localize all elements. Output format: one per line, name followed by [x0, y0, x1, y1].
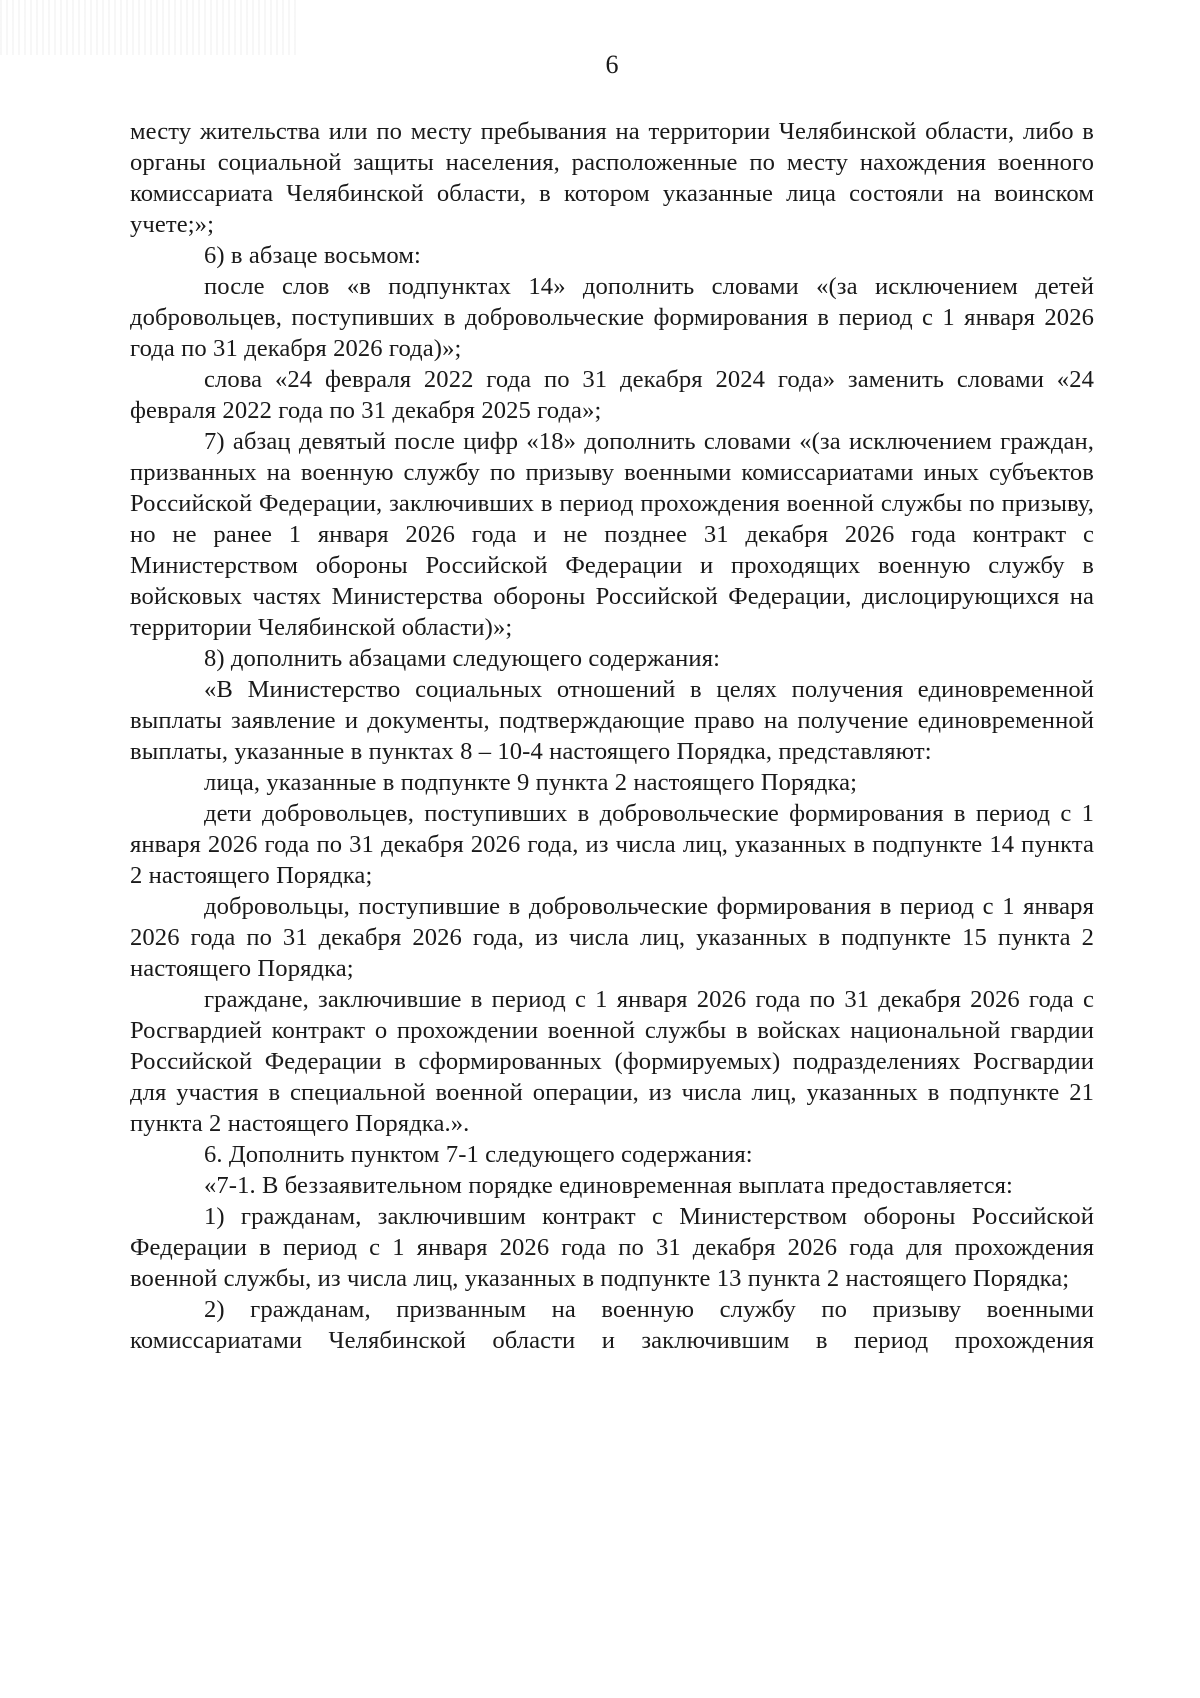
- paragraph-2: 6) в абзаце восьмом:: [204, 242, 421, 269]
- paragraph-5: 7) абзац девятый после цифр «18» дополнить словами «(за исключением граждан, призванных на военную службу по призыву военными комиссариатами иных субъектов Российской Федерации, заключивших в период прохождения военной службы по призыву, но не ранее 1 января 2026 года и не позднее 31 декабря 2026 года контракт с Министерством обороны Российской Федерации и проходящих военную службу в войсковых частях Министерства обороны Российской Федерации, дислоцирующихся на территории Челябинской области)»;: [130, 428, 1094, 641]
- paragraph-3: после слов «в подпунктах 14» дополнить словами «(за исключением детей добровольцев, поступивших в добровольческие формирования в период с 1 января 2026 года по 31 декабря 2026 года)»;: [130, 273, 1094, 362]
- paragraph-11: граждане, заключившие в период с 1 января 2026 года по 31 декабря 2026 года с Росгвардией контракт о прохождении военной службы в войсках национальной гвардии Российской Федерации в сформированных (формируемых) подразделениях Росгвардии для участия в специальной военной операции, из числа лиц, указанных в подпункте 21 пункта 2 настоящего Порядка.».: [130, 986, 1094, 1137]
- paragraph-8: лица, указанные в подпункте 9 пункта 2 настоящего Порядка;: [204, 769, 858, 796]
- paragraph-1: месту жительства или по месту пребывания на территории Челябинской области, либо в органы социальной защиты населения, расположенные по месту нахождения военного комиссариата Челябинской области, в котором указанные лица состояли на воинском учете;»;: [130, 118, 1094, 238]
- document-body: [130, 116, 1094, 1356]
- paragraph-12: 6. Дополнить пунктом 7-1 следующего содержания:: [204, 1141, 753, 1168]
- paragraph-14: 1) гражданам, заключившим контракт с Министерством обороны Российской Федерации в период с 1 января 2026 года по 31 декабря 2026 года для прохождения военной службы, из числа лиц, указанных в подпункте 13 пункта 2 настоящего Порядка;: [130, 1203, 1094, 1292]
- page-number: 6: [605, 50, 619, 79]
- scan-artifact: [0, 0, 300, 55]
- paragraph-7: «В Министерство социальных отношений в целях получения единовременной выплаты заявление и документы, подтверждающие право на получение единовременной выплаты, указанные в пунктах 8 – 10-4 настоящего Порядка, представляют:: [130, 676, 1094, 765]
- paragraph-9: дети добровольцев, поступивших в добровольческие формирования в период с 1 января 2026 года по 31 декабря 2026 года, из числа лиц, указанных в подпункте 14 пункта 2 настоящего Порядка;: [130, 800, 1094, 889]
- paragraph-15: 2) гражданам, призванным на военную службу по призыву военными комиссариатами Челябинской области и заключившим в период прохождения: [130, 1296, 1094, 1354]
- paragraph-6: 8) дополнить абзацами следующего содержания:: [204, 645, 721, 672]
- paragraph-4: слова «24 февраля 2022 года по 31 декабря 2024 года» заменить словами «24 февраля 2022 года по 31 декабря 2025 года»;: [130, 366, 1094, 424]
- paragraph-13: «7-1. В беззаявительном порядке единовременная выплата предоставляется:: [204, 1172, 1013, 1199]
- paragraph-10: добровольцы, поступившие в добровольческие формирования в период с 1 января 2026 года по 31 декабря 2026 года, из числа лиц, указанных в подпункте 15 пункта 2 настоящего Порядка;: [130, 893, 1094, 982]
